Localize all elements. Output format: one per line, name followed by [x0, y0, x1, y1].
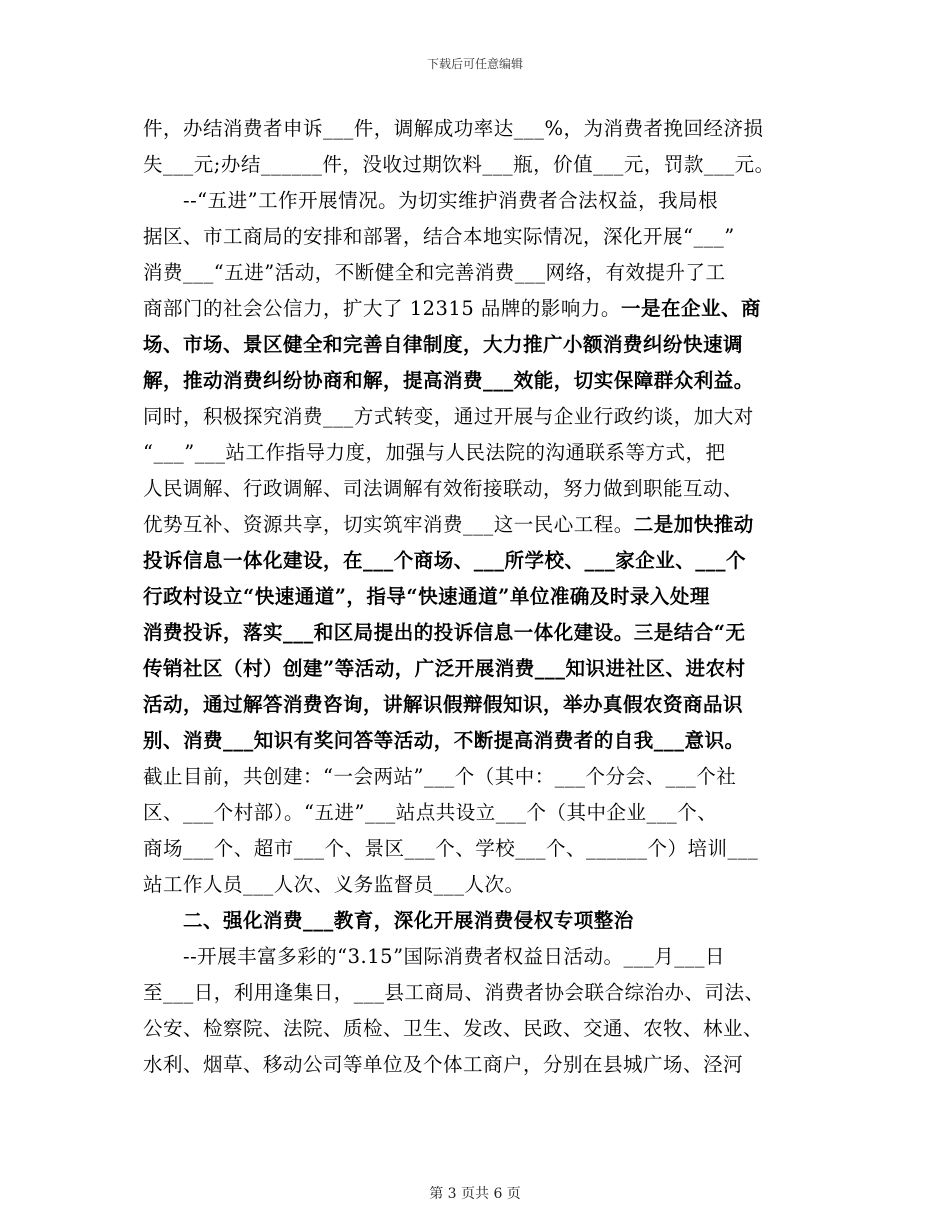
text-segment: “___”___站工作指导力度，加强与人民法院的沟通联系等方式，把: [143, 441, 726, 464]
text-line: [143, 723, 823, 759]
text-segment: --“五进”工作开展情况。为切实维护消费者合法权益，我局根: [183, 189, 719, 212]
bold-text-segment: 消费投诉，落实___和区局提出的投诉信息一体化建设。三是结合“无: [143, 621, 746, 644]
text-line: [143, 1047, 823, 1083]
bold-text-segment: 传销社区（村）创建”等活动，广泛开展消费___知识进社区、进农村: [143, 657, 746, 680]
text-segment: --开展丰富多彩的“3.15”国际消费者权益日活动。___月___日: [183, 945, 726, 968]
text-segment: 水利、烟草、移动公司等单位及个体工商户，分别在县城广场、泾河: [143, 1053, 744, 1076]
text-line: [143, 615, 823, 651]
bold-text-segment: 解，推动消费纠纷协商和解，提高消费___效能，切实保障群众利益。: [143, 369, 754, 392]
bold-text-segment: 场、市场、景区健全和完善自律制度，大力推广小额消费纠纷快速调: [143, 333, 744, 356]
text-line: [143, 255, 823, 291]
text-line: [143, 579, 823, 615]
text-segment: 消费___“五进”活动，不断健全和完善消费___网络，有效提升了工: [143, 261, 726, 284]
text-line: [143, 543, 823, 579]
text-segment: 同时，积极探究消费___方式转变，通过开展与企业行政约谈，加大对: [143, 405, 754, 428]
text-line: [143, 471, 823, 507]
text-line: [143, 759, 823, 795]
text-line: [143, 363, 823, 399]
text-line: [143, 687, 823, 723]
text-line: [143, 291, 823, 327]
text-line: [143, 507, 823, 543]
text-line: [143, 219, 823, 255]
bold-text-segment: 投诉信息一体化建设，在___个商场、___所学校、___家企业、___个: [143, 549, 747, 572]
text-line: [143, 903, 823, 939]
text-segment: 商场___个、超市___个、景区___个、学校___个、______个）培训___: [143, 837, 759, 860]
text-line: [143, 327, 823, 363]
text-line: [143, 147, 823, 183]
text-line: [143, 831, 823, 867]
text-segment: 公安、检察院、法院、质检、卫生、发改、民政、交通、农牧、林业、: [143, 1017, 764, 1040]
text-segment: 人民调解、行政调解、司法调解有效衔接联动，努力做到职能互动、: [143, 477, 744, 500]
page-header: 下载后可任意编辑: [426, 57, 523, 71]
text-segment: 区、___个村部）。“五进”___站点共设立___个（其中企业___个、: [143, 801, 718, 824]
text-segment: 失___元;办结______件，没收过期饮料___瓶，价值___元，罚款___元。: [143, 153, 775, 176]
text-segment: 站工作人员___人次、义务监督员___人次。: [143, 873, 525, 896]
bold-text-segment: 一是在企业、商: [620, 297, 761, 320]
text-line: [143, 183, 823, 219]
text-line: [143, 111, 823, 147]
text-line: [143, 975, 823, 1011]
text-line: [143, 435, 823, 471]
text-segment: 截止目前，共创建：“一会两站”___个（其中：___个分会、___个社: [143, 765, 737, 788]
text-segment: 至___日，利用逢集日，___县工商局、消费者协会联合综治办、司法、: [143, 981, 765, 1004]
bold-text-segment: 行政村设立“快速通道”，指导“快速通道”单位准确及时录入处理: [143, 585, 710, 608]
text-segment: 优势互补、资源共享，切实筑牢消费___这一民心工程。: [143, 513, 634, 536]
text-segment: 据区、市工商局的安排和部署，结合本地实际情况，深化开展“___”: [143, 225, 735, 248]
bold-text-segment: 活动，通过解答消费咨询，讲解识假辩假知识，举办真假农资商品识: [143, 693, 744, 716]
text-line: [143, 1011, 823, 1047]
document-body: [143, 111, 823, 1083]
bold-text-segment: 二是加快推动: [633, 513, 754, 536]
bold-text-segment: 二、强化消费___教育，深化开展消费侵权专项整治: [183, 909, 634, 932]
text-line: [143, 939, 823, 975]
text-line: [143, 399, 823, 435]
text-segment: 商部门的社会公信力，扩大了 12315 品牌的影响力。: [143, 297, 621, 320]
text-segment: 件，办结消费者申诉___件，调解成功率达___%，为消费者挽回经济损: [143, 117, 764, 140]
text-line: [143, 795, 823, 831]
page-footer: 第 3 页共 6 页: [429, 1186, 521, 1202]
text-line: [143, 867, 823, 903]
text-line: [143, 651, 823, 687]
bold-text-segment: 别、消费___知识有奖问答等活动，不断提高消费者的自我___意识。: [143, 729, 745, 752]
